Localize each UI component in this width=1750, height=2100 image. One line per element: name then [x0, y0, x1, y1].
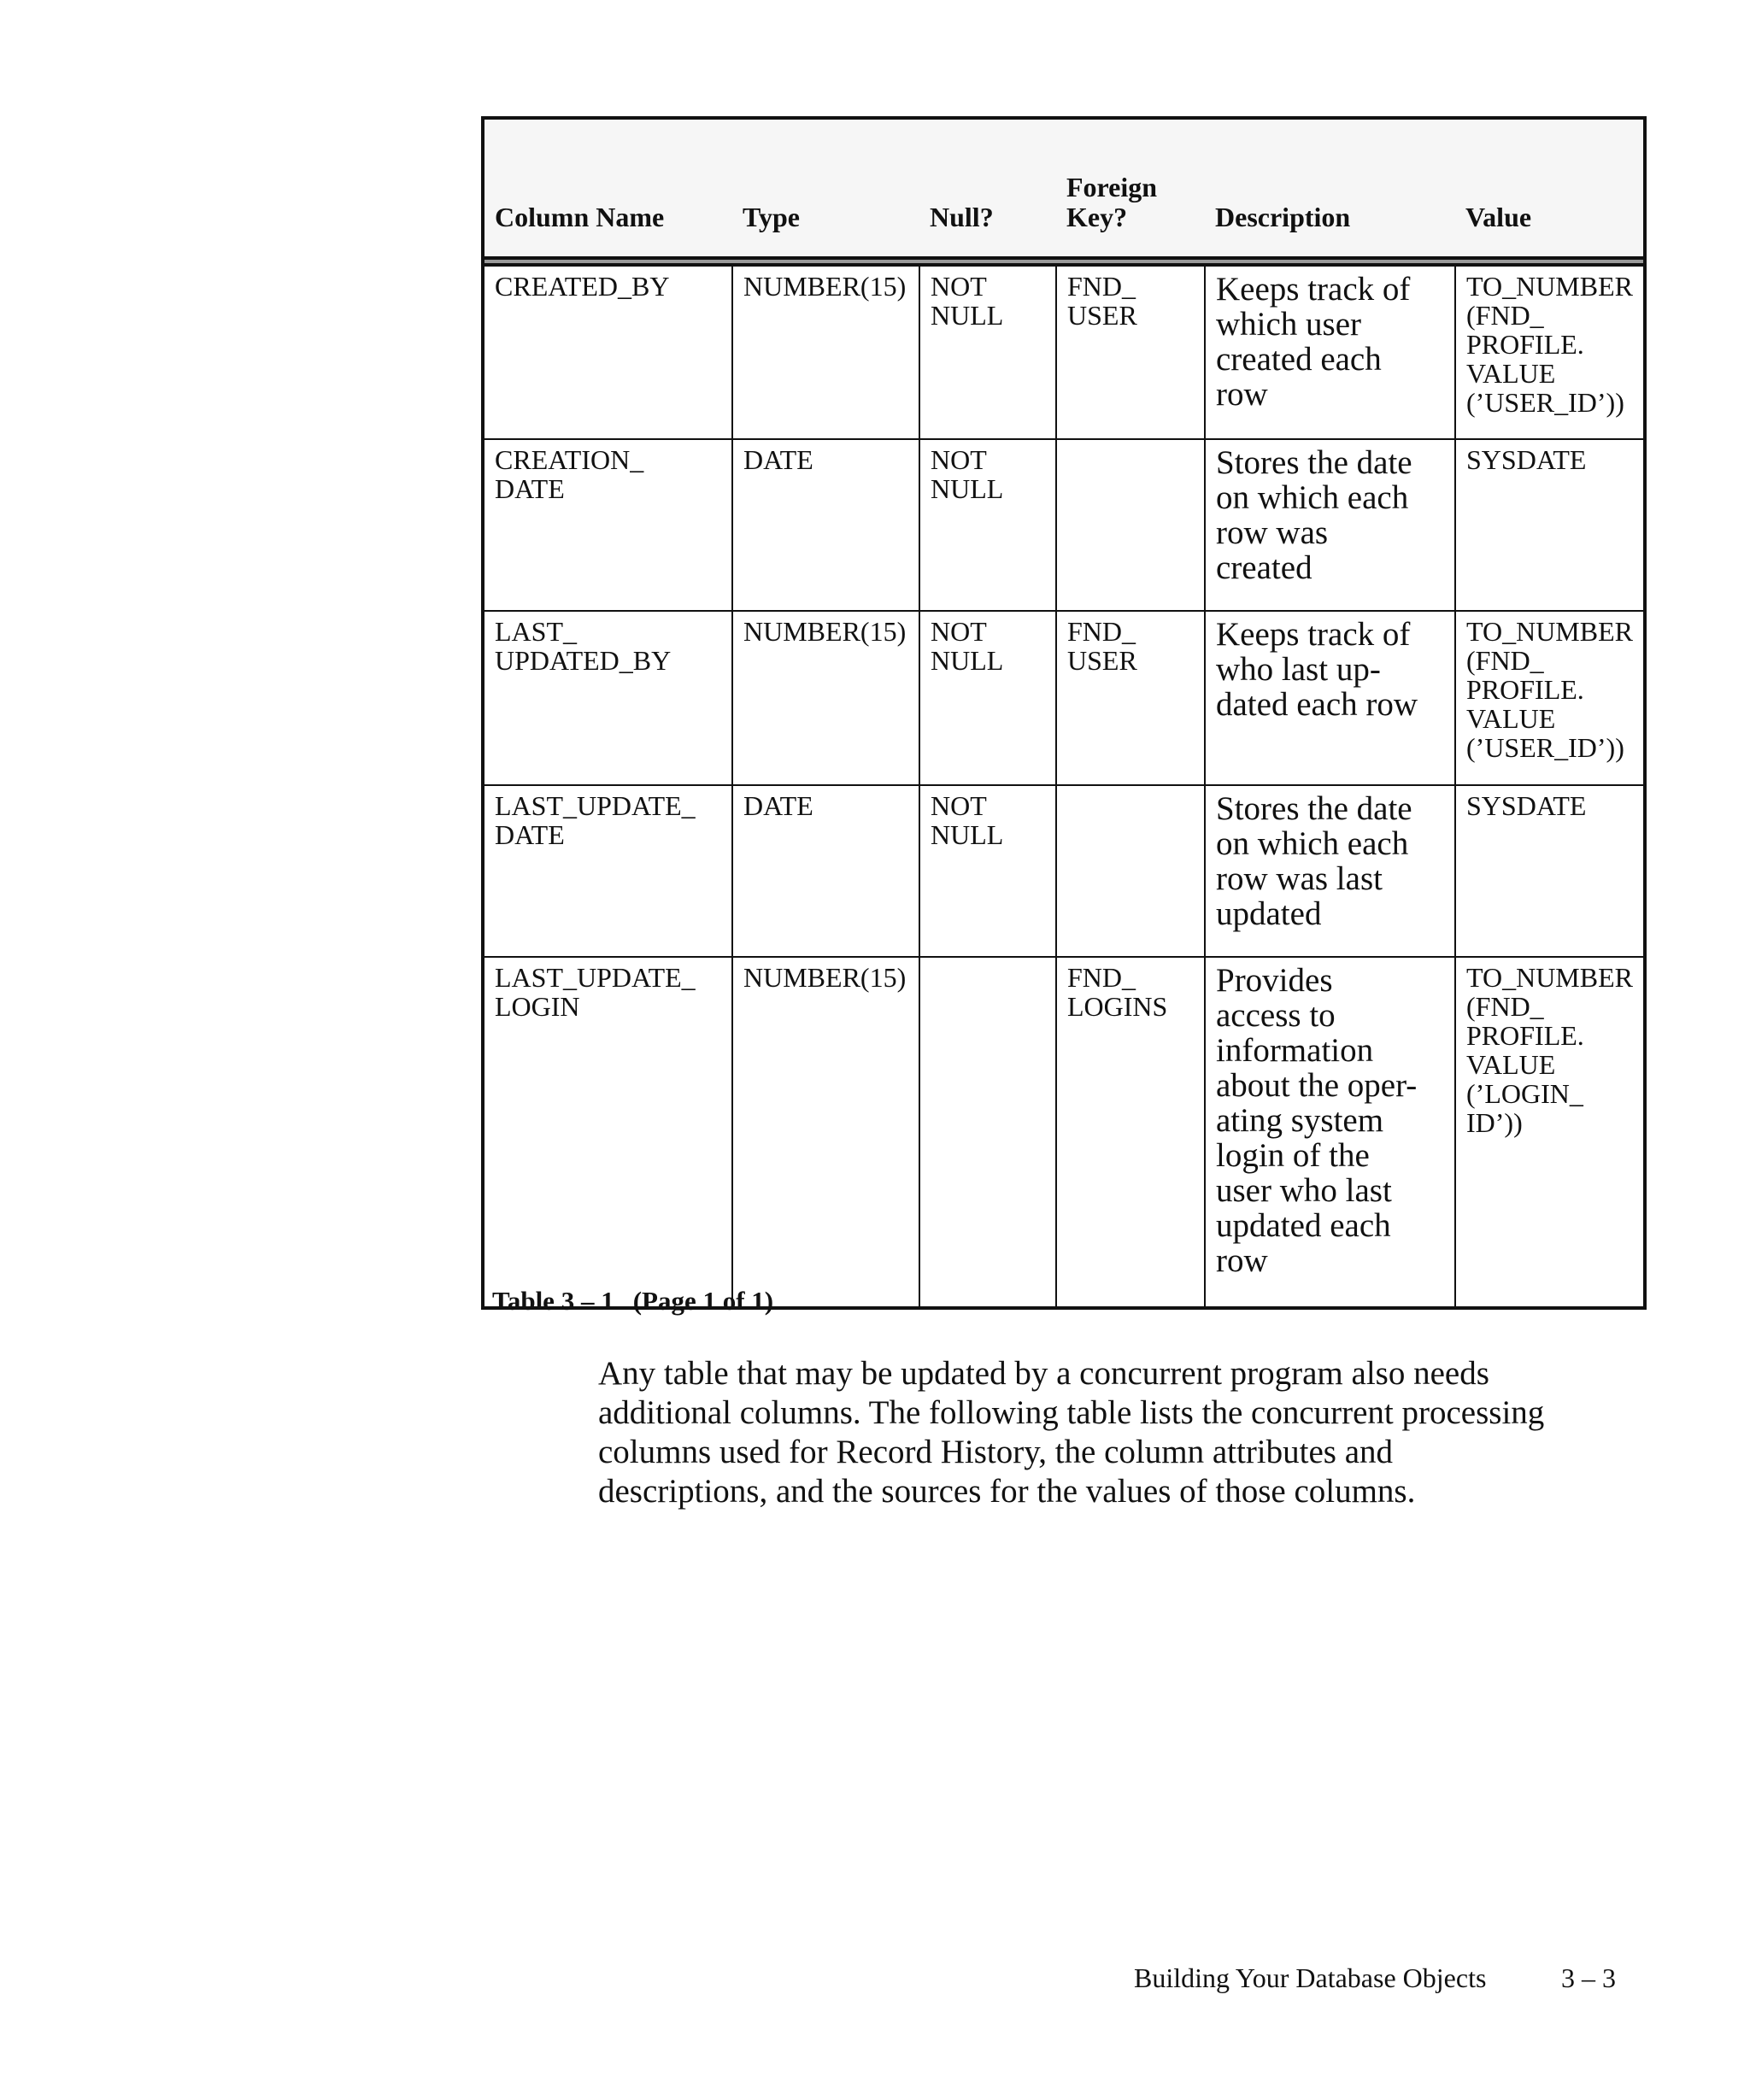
cell-foreign-key: [1056, 957, 1205, 1308]
cell-type: [732, 957, 919, 1308]
cell-null: [919, 785, 1056, 957]
cell-type-line: NUMBER(15): [743, 271, 907, 302]
record-history-table: [481, 116, 1647, 1310]
cell-description: [1205, 265, 1455, 439]
cell-column-name: [483, 957, 732, 1308]
cell-column-name: [483, 611, 732, 785]
cell-description-line: user who last: [1216, 1172, 1392, 1209]
cell-description-line: updated: [1216, 895, 1322, 932]
cell-value-line: VALUE: [1466, 703, 1556, 734]
table-header-row: [483, 118, 1645, 258]
cell-foreign-key-line: USER: [1067, 645, 1137, 676]
cell-description-line: about the oper-: [1216, 1067, 1418, 1104]
cell-description-line: login of the: [1216, 1137, 1370, 1174]
cell-value-line: (’LOGIN_: [1466, 1078, 1583, 1109]
cell-value-line: PROFILE.: [1466, 1020, 1584, 1051]
table-caption: [492, 1286, 773, 1317]
paragraph-line: additional columns. The following table lists the concurrent processing: [598, 1394, 1545, 1431]
cell-null-line: NOT: [931, 271, 987, 302]
cell-description-line: information: [1216, 1032, 1374, 1069]
cell-value-line: ID’)): [1466, 1107, 1523, 1138]
cell-type-line: NUMBER(15): [743, 962, 907, 993]
cell-description-line: Stores the date: [1216, 444, 1412, 481]
cell-value-line: SYSDATE: [1466, 790, 1587, 821]
cell-null-line: NOT: [931, 790, 987, 821]
cell-value-line: SYSDATE: [1466, 444, 1587, 475]
footer-page-number: 3 – 3: [1561, 1962, 1616, 1993]
paragraph-line: descriptions, and the sources for the values of those columns.: [598, 1473, 1416, 1510]
cell-value-line: TO_NUMBER: [1466, 616, 1633, 647]
cell-value: [1455, 439, 1645, 611]
cell-value-line: PROFILE.: [1466, 674, 1584, 705]
header-null: Null?: [919, 118, 1056, 258]
cell-description: [1205, 439, 1455, 611]
cell-column-name-line: DATE: [495, 819, 565, 850]
cell-value: [1455, 265, 1645, 439]
cell-value: [1455, 785, 1645, 957]
footer-title: Building Your Database Objects: [1134, 1962, 1487, 1993]
table-row: [483, 611, 1645, 785]
cell-foreign-key-line: FND_: [1067, 271, 1136, 302]
paragraph-line: columns used for Record History, the column attributes and: [598, 1434, 1394, 1470]
cell-foreign-key: [1056, 265, 1205, 439]
cell-null-line: NULL: [931, 645, 1004, 676]
cell-description-line: row: [1216, 1242, 1268, 1279]
header-description: Description: [1205, 118, 1455, 258]
cell-value: [1455, 957, 1645, 1308]
cell-description-line: on which each: [1216, 479, 1409, 516]
cell-value-line: (FND_: [1466, 991, 1544, 1022]
cell-null-line: NOT: [931, 616, 987, 647]
cell-null: [919, 439, 1056, 611]
cell-description-line: Provides: [1216, 962, 1333, 999]
cell-value-line: TO_NUMBER: [1466, 962, 1633, 993]
record-history-table-wrap: [481, 116, 1643, 1310]
table-row: [483, 439, 1645, 611]
cell-column-name: [483, 265, 732, 439]
cell-type-line: DATE: [743, 790, 813, 821]
cell-description-line: row was: [1216, 514, 1329, 551]
caption-table-number: Table 3 – 1: [492, 1286, 614, 1316]
cell-value-line: (’USER_ID’)): [1466, 732, 1624, 763]
cell-description-line: created: [1216, 549, 1312, 586]
cell-description-line: row was last: [1216, 860, 1383, 897]
cell-type-line: NUMBER(15): [743, 616, 907, 647]
header-foreign-key: Foreign Key?: [1056, 118, 1205, 258]
cell-description-line: row: [1216, 376, 1268, 413]
cell-column-name-line: LAST_UPDATE_: [495, 790, 696, 821]
cell-type: [732, 611, 919, 785]
table-body: [483, 258, 1645, 1308]
cell-description-line: on which each: [1216, 825, 1409, 862]
cell-foreign-key-line: FND_: [1067, 962, 1136, 993]
cell-description: [1205, 957, 1455, 1308]
cell-value-line: (FND_: [1466, 300, 1544, 331]
cell-value: [1455, 611, 1645, 785]
cell-description-line: Keeps track of: [1216, 271, 1411, 308]
cell-column-name-line: DATE: [495, 473, 565, 504]
cell-description-line: which user: [1216, 306, 1362, 343]
cell-null: [919, 957, 1056, 1308]
cell-description: [1205, 785, 1455, 957]
cell-null: [919, 265, 1056, 439]
table-row: [483, 785, 1645, 957]
cell-description-line: who last up-: [1216, 651, 1381, 688]
cell-type: [732, 439, 919, 611]
cell-description-line: access to: [1216, 997, 1336, 1034]
cell-type: [732, 265, 919, 439]
cell-value-line: (FND_: [1466, 645, 1544, 676]
cell-column-name: [483, 439, 732, 611]
cell-column-name-line: UPDATED_BY: [495, 645, 672, 676]
cell-null: [919, 611, 1056, 785]
cell-column-name-line: LAST_: [495, 616, 577, 647]
cell-description: [1205, 611, 1455, 785]
header-value: Value: [1455, 118, 1645, 258]
cell-value-line: TO_NUMBER: [1466, 271, 1633, 302]
cell-value-line: (’USER_ID’)): [1466, 387, 1624, 418]
table-row: [483, 957, 1645, 1308]
header-type: Type: [732, 118, 919, 258]
cell-type-line: DATE: [743, 444, 813, 475]
cell-description-line: ating system: [1216, 1102, 1384, 1139]
cell-null-line: NULL: [931, 819, 1004, 850]
cell-column-name-line: LAST_UPDATE_: [495, 962, 696, 993]
cell-column-name-line: LOGIN: [495, 991, 580, 1022]
header-column-name: Column Name: [483, 118, 732, 258]
cell-description-line: dated each row: [1216, 686, 1418, 723]
cell-type: [732, 785, 919, 957]
cell-null-line: NOT: [931, 444, 987, 475]
cell-description-line: Keeps track of: [1216, 616, 1411, 653]
separator-bar: [483, 258, 1645, 265]
cell-null-line: NULL: [931, 300, 1004, 331]
cell-foreign-key-line: FND_: [1067, 616, 1136, 647]
cell-foreign-key: [1056, 611, 1205, 785]
cell-foreign-key-line: LOGINS: [1067, 991, 1168, 1022]
cell-foreign-key-line: USER: [1067, 300, 1137, 331]
cell-description-line: updated each: [1216, 1207, 1391, 1244]
header-separator: [483, 258, 1645, 265]
cell-column-name-line: CREATED_BY: [495, 271, 670, 302]
cell-foreign-key: [1056, 785, 1205, 957]
cell-value-line: PROFILE.: [1466, 329, 1584, 360]
body-paragraph: [598, 1354, 1675, 1511]
cell-null-line: NULL: [931, 473, 1004, 504]
paragraph-line: Any table that may be updated by a concurrent program also needs: [598, 1355, 1489, 1392]
cell-foreign-key: [1056, 439, 1205, 611]
cell-column-name: [483, 785, 732, 957]
table-row: [483, 265, 1645, 439]
cell-value-line: VALUE: [1466, 358, 1556, 389]
cell-column-name-line: CREATION_: [495, 444, 644, 475]
cell-description-line: created each: [1216, 341, 1382, 378]
cell-value-line: VALUE: [1466, 1049, 1556, 1080]
cell-description-line: Stores the date: [1216, 790, 1412, 827]
caption-page: (Page 1 of 1): [632, 1286, 774, 1316]
